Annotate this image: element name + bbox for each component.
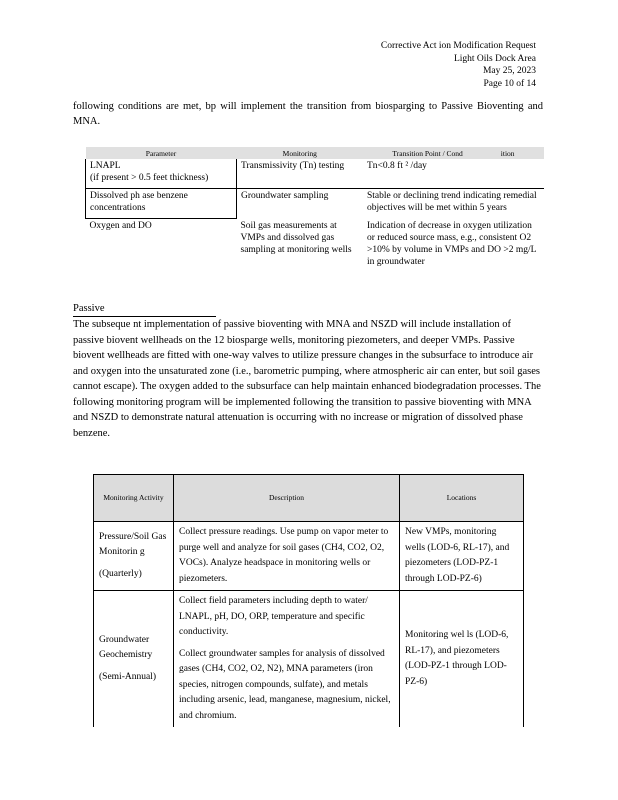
section-heading: Passive [73, 302, 216, 317]
transition-table [85, 147, 544, 272]
header-title: Corrective Act ion Modification Request [380, 41, 536, 51]
transition-cell: Indication of decrease in oxygen utilization or reduced source mass, e.g., consistent O2 >10% by volume in VMPs and DO >2 mg/L in groundwater [367, 220, 537, 267]
table-row [86, 189, 545, 219]
monitoring-cell: Groundwater sampling [241, 191, 329, 201]
parameter-cell: Dissolved ph ase benzene concentrations [86, 189, 237, 219]
col-transition-header: Transition Point / Cond ition [363, 147, 544, 159]
transition-cell: Stable or declining trend indicating remedial objectives will be met within 5 years [367, 191, 537, 213]
table-row [86, 219, 545, 272]
description-cell: Collect field parameters including depth to water/ LNAPL, pH, DO, ORP, temperature and specific conductivity. Collect groundwater samples for analysis of dissolved gases (CH4, CO2, O2, N2), MNA parameters (iron species, nitrogen compounds, sulfate), and metals including arsenic, lead, manganese, magnesium, nickel, and chromium. [174, 591, 400, 728]
transition-cell: Tn<0.8 ft ² /day [363, 159, 544, 189]
activity-cell: Pressure/Soil Gas Monitorin g (Quarterly) [94, 522, 174, 591]
header-page-number: Page 10 of 14 [483, 78, 536, 89]
locations-cell: New VMPs, monitoring wells (LOD-6, RL-17), and piezometers (LOD-PZ-1 through LOD-PZ-6) [400, 522, 524, 591]
page-header [381, 40, 536, 90]
body-paragraph: The subseque nt implementation of passive bioventing with MNA and NSZD will include installation of passive biovent wellheads on the 12 biosparge wells, monitoring piezometers, and deeper VMPs. Passive biovent wellheads are fitted with one-way valves to utilize pressure changes in the subsurface to introduce air and oxygen into the unsaturated zone (i.e., barometric pumping, where atmospheric air can enter, but soil gases cannot escape). The oxygen added to the subsurface can help maintain enhanced biodegradation processes. The following monitoring program will be implemented following the transition to passive bioventing with MNA and NSZD to demonstrate natural attenuation is occurring with no increase or migration of dissolved phase benzene. [73, 319, 541, 439]
monitoring-cell: Soil gas measurements at VMPs and dissolved gas sampling at monitoring wells [240, 220, 352, 255]
col-parameter-header: Parameter [86, 147, 237, 159]
activity-cell: Groundwater Geochemistry (Semi-Annual) [94, 591, 174, 728]
monitoring-cell: Transmissivity (Tn) testing [237, 159, 364, 189]
col-activity-header: Monitoring Activity [94, 475, 174, 522]
col-locations-header: Locations [400, 475, 524, 522]
col-description-header: Description [174, 475, 400, 522]
intro-paragraph: following conditions are met, bp will implement the transition from biosparging to Passive Bioventing and MNA. [73, 101, 543, 127]
table-row [94, 591, 524, 728]
header-site: Light Oils Dock Area [453, 53, 536, 64]
parameter-cell: Oxygen and DO [89, 221, 152, 231]
monitoring-program-table [93, 474, 524, 727]
header-date: May 25, 2023 [482, 66, 536, 76]
description-cell: Collect pressure readings. Use pump on vapor meter to purge well and analyze for soil gases (CH4, CO2, O2, VOCs). Analyze headspace in monitoring wells or piezometers. [174, 522, 400, 591]
col-monitoring-header: Monitoring [237, 147, 364, 159]
table-row [86, 159, 545, 189]
locations-cell: Monitoring wel ls (LOD-6, RL-17), and piezometers (LOD-PZ-1 through LOD-PZ-6) [400, 591, 524, 728]
table-row [94, 522, 524, 591]
parameter-cell: LNAPL (if present > 0.5 feet thickness) [86, 159, 237, 189]
